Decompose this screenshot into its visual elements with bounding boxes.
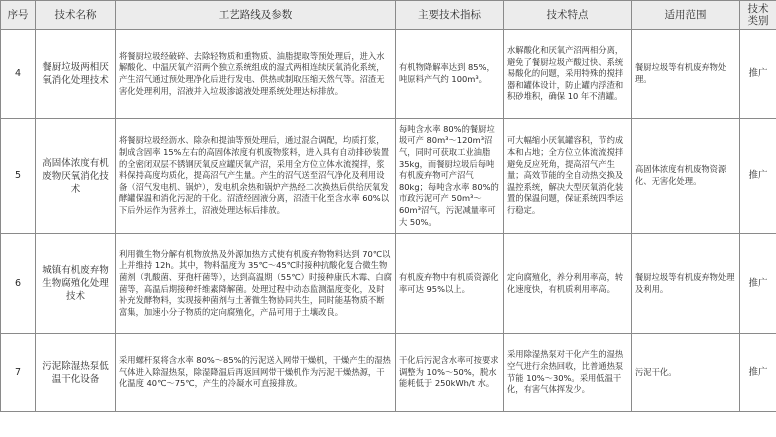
table-row xyxy=(1,30,776,119)
row-process: 采用螺杆泵将含水率 80%～85%的污泥送入网带干燥机，干燥产生的湿热气体进入除湿热泵，除湿降温后再返回网带干燥机作为污泥干燥热源，干化温度 40℃～75℃，产生的冷凝水可直接排放。 xyxy=(116,334,396,412)
row-indicators: 有机废弃物中有机质资源化率可达 95%以上。 xyxy=(396,234,504,334)
row-features: 定向腐殖化，养分利用率高，转化速度快，有机质利用率高。 xyxy=(504,234,632,334)
row-name: 餐厨垃圾两相厌氧消化处理技术 xyxy=(36,30,116,119)
table-row xyxy=(1,334,776,412)
row-category: 推广 xyxy=(740,30,776,119)
row-category: 推广 xyxy=(740,334,776,412)
table-row xyxy=(1,234,776,334)
header-no: 序号 xyxy=(1,1,36,30)
row-category: 推广 xyxy=(740,119,776,234)
table-row xyxy=(1,119,776,234)
header-features: 技术特点 xyxy=(504,1,632,30)
header-name: 技术名称 xyxy=(36,1,116,30)
row-process: 利用微生物分解有机物放热及外源加热方式使有机废弃物物料达到 70℃以上并维持 12h。其中，物料温度为 35℃～45℃时接种抗酸化复合微生物菌剂（乳酸菌、芽孢杆菌等），达到高温期（55℃）时接种康氏木霉、白腐菌等，高温后期接种纤维素降解菌。处理过程中动态监测温度变化，及时补充发酵物料，实现接种菌剂与土著微生物协同共生，同时能基物质不断富集，加速小分子物质的定向腐殖化，产品可用于土壤改良。 xyxy=(116,234,396,334)
row-process: 将餐厨垃圾经破碎、去除轻物质和重物质、油脂提取等预处理后，进入水解酸化、中温厌氧产沼两个独立系统组成的湿式两相连续厌氧消化系统，产生沼气通过预处理净化后进行发电、供热或制取压缩天然气等。沼渣无害化处理利用，沼液并入垃圾渗滤液处理系统处理达标排放。 xyxy=(116,30,396,119)
row-no: 5 xyxy=(1,119,36,234)
row-features: 水解酸化和厌氧产沼两相分离，避免了餐厨垃圾产酸过快、系统易酸化的问题，采用特殊的搅拌器和罐体设计，防止罐内浮渣和积砂堆积，确保 10 年不清罐。 xyxy=(504,30,632,119)
row-features: 采用除湿热泵对干化产生的湿热空气进行余热回收，比普通热泵节能 10%～30%。采用低温干化，有害气体挥发少。 xyxy=(504,334,632,412)
row-scope: 污泥干化。 xyxy=(632,334,740,412)
row-indicators: 干化后污泥含水率可按要求调整为 10%～50%，脱水能耗低于 250kWh/t 水。 xyxy=(396,334,504,412)
row-scope: 餐厨垃圾等有机废弃物处理。 xyxy=(632,30,740,119)
header-scope: 适用范围 xyxy=(632,1,740,30)
header-indicators: 主要技术指标 xyxy=(396,1,504,30)
row-no: 6 xyxy=(1,234,36,334)
row-no: 7 xyxy=(1,334,36,412)
header-process: 工艺路线及参数 xyxy=(116,1,396,30)
row-name: 高固体浓度有机废物厌氧消化技术 xyxy=(36,119,116,234)
row-features: 可大幅缩小厌氧罐容积，节约成本和占地；全方位立体流流搅拌避免反应死角，提高沼气产生量；高效节能的全自动热交换及温控系统，解决大型厌氧消化装置的保温问题，保证系统四季运行稳定。 xyxy=(504,119,632,234)
row-name: 城镇有机废弃物生物腐殖化处理技术 xyxy=(36,234,116,334)
row-scope: 餐厨垃圾等有机废弃物处理及利用。 xyxy=(632,234,740,334)
row-process: 将餐厨垃圾经沥水、除杂和提油等预处理后，通过混合调配，均质打浆，制成含固率 15%左右的高固体浓度有机废物浆料，进入具有自动排砂装置的全密闭双层不锈钢厌氧反应罐厌氧产沼，采用全方位立体水流搅拌，浆料保持高度均质化，提高沼气产生量。产生的沼气送至沼气净化及利用设备（沼气发电机、锅炉），发电机余热和锅炉产热经二次换热后供给厌氧发酵罐保温和消化污泥的干化。沼渣经固液分离，沼渣干化至含水率 60%以下后外运作为营养土，沼液处理达标后排放。 xyxy=(116,119,396,234)
header-category: 技术类别 xyxy=(740,1,776,30)
header-row xyxy=(1,1,776,30)
row-category: 推广 xyxy=(740,234,776,334)
row-scope: 高固体浓度有机废物资源化、无害化处理。 xyxy=(632,119,740,234)
row-indicators: 有机物降解率达到 85%，吨原料产气约 100m³。 xyxy=(396,30,504,119)
row-name: 污泥除湿热泵低温干化设备 xyxy=(36,334,116,412)
row-no: 4 xyxy=(1,30,36,119)
row-indicators: 每吨含水率 80%的餐厨垃圾可产 80m³～120m³沼气，同时可获取工业油脂 35kg，而餐厨垃圾后每吨有机废弃物可产沼气 80kg；每吨含水率 80%的市政污泥可产 50m³～60m³沼气，污泥减量率可大 50%。 xyxy=(396,119,504,234)
